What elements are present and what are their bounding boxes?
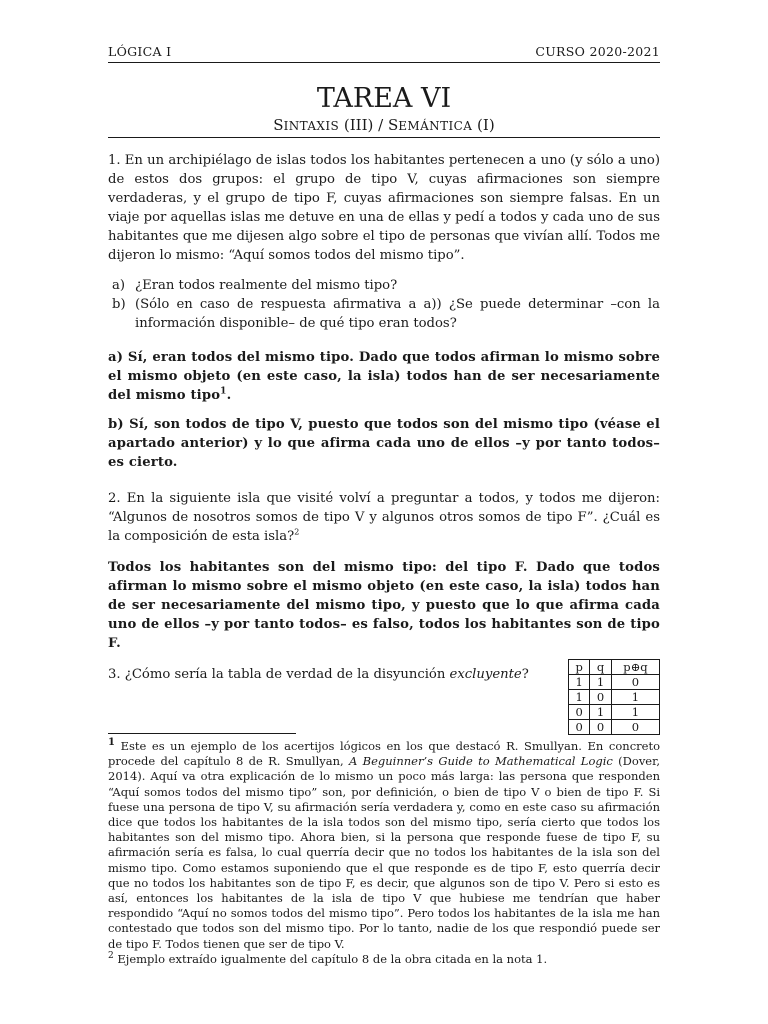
footnote-ref-1[interactable]: 1	[220, 386, 227, 397]
table-row	[569, 720, 660, 735]
question-3-end: ?	[521, 667, 529, 682]
answer-1a-text: a) Sí, eran todos del mismo tipo. Dado que todos afirman lo mismo sobre el mismo objeto (en este caso, la isla) todos han de ser necesariamente del mismo tipo	[108, 350, 660, 403]
footnote-ref-2[interactable]: 2	[294, 527, 300, 537]
footnote-1-text-rest: (Dover, 2014). Aquí va otra explicación de lo mismo un poco más larga: las persona que responden “Aquí somos todos del mismo tipo” son, por definición, o bien de tipo V o bien de tipo F. Si fuese una persona de tipo V, su afirmación sería verdadera y, como en este caso su afirmación dice que todos los habitantes de la isla todos son del mismo tipo, sería cierto que todos los habitantes son del mismo tipo. Ahora bien, si la persona que responde fuese de tipo F, su afirmación sería es falsa, lo cual querría decir que no todos los habitantes de la isla son del mismo tipo. Como estamos suponiendo que el que responde es de tipo F, esto querría decir que no todos los habitantes son de tipo F, es decir, que algunos son de tipo V. Pero si esto es así, entonces los habitantes de la isla de tipo V que hubiese me tendrían que haber respondido “Aquí no somos todos del mismo tipo”. Pero todos los habitantes de la isla me han contestado que todos son del mismo tipo. Por lo tanto, nadie de los que respondió puede ser de tipo F. Todos tienen que ser de tipo V.	[108, 754, 661, 951]
title-divider	[108, 137, 660, 138]
table-header-cell: p	[569, 660, 590, 675]
subtitle-initial-1: S	[273, 116, 284, 134]
table-cell: 1	[569, 690, 590, 705]
footnote-1	[108, 739, 660, 952]
footnote-2-marker: 2	[108, 951, 114, 962]
page-subtitle	[108, 116, 660, 135]
question-3-text: 3. ¿Cómo sería la tabla de verdad de la disyunción	[108, 667, 450, 682]
table-header-cell: q	[590, 660, 611, 675]
table-cell: 0	[569, 705, 590, 720]
question-1-subitems	[108, 276, 660, 333]
table-cell: 0	[611, 720, 659, 735]
table-cell: 1	[590, 705, 611, 720]
subtitle-num-2: (I)	[472, 116, 495, 134]
footnote-2-text: Ejemplo extraído igualmente del capítulo 8 de la obra citada en la nota 1.	[113, 951, 548, 966]
table-header-cell: p⊕q	[611, 660, 659, 675]
table-cell: 0	[569, 720, 590, 735]
list-item-marker: b)	[112, 297, 126, 312]
question-3	[108, 665, 529, 684]
table-cell: 1	[590, 675, 611, 690]
footnote-divider	[108, 733, 296, 734]
subtitle-initial-2: S	[387, 116, 399, 134]
table-cell: 1	[611, 690, 659, 705]
table-cell: 1	[611, 705, 659, 720]
footnote-1-book-title: A Beguinner’s Guide to Mathematical Logic	[349, 754, 613, 769]
list-item	[108, 295, 660, 333]
page-title: TAREA VI	[316, 83, 452, 114]
answer-1b: b) Sí, son todos de tipo V, puesto que todos son del mismo tipo (véase el apartado anterior) y lo que afirma cada uno de ellos –y por tanto todos– es cierto.	[108, 417, 660, 470]
header-course-name: LÓGICA I	[108, 44, 172, 59]
subtitle-word-1: INTAXIS	[283, 119, 340, 133]
table-cell: 0	[611, 675, 659, 690]
table-cell: 0	[590, 690, 611, 705]
table-row	[569, 675, 660, 690]
table-row	[569, 705, 660, 720]
answer-1a-end: .	[226, 388, 232, 403]
question-2-text: 2. En la siguiente isla que visité volví a preguntar a todos, y todos me dijeron: “Algunos de nosotros somos de tipo V y algunos otros somos de tipo F”. ¿Cuál es la composición de esta isla?	[108, 491, 660, 544]
list-item	[108, 276, 660, 295]
footnote-2	[108, 952, 660, 967]
footnote-1-text: Este es un ejemplo de los acertijos lógicos en los que destacó R. Smullyan. En concreto procede del capítulo 8 de R. Smullyan,	[108, 739, 660, 769]
answer-1a	[108, 348, 660, 405]
question-2	[108, 489, 660, 546]
header-divider	[108, 62, 660, 63]
table-header-row	[569, 660, 660, 675]
header-academic-year: CURSO 2020-2021	[535, 44, 660, 59]
answer-2: Todos los habitantes son del mismo tipo: del tipo F. Dado que todos afirman lo mismo sobre el mismo objeto (en este caso, la isla) todos han de ser necesariamente del mismo tipo, y puesto que lo que afirma cada uno de ellos –y por tanto todos– es falso, todos los habitantes son de tipo F.	[108, 560, 660, 651]
footnote-1-marker: 1	[108, 737, 115, 749]
table-cell: 0	[590, 720, 611, 735]
subtitle-word-2: EMÁNTICA	[398, 119, 473, 133]
list-item-text: (Sólo en caso de respuesta afirmativa a a)) ¿Se puede determinar –con la información disponible– de qué tipo eran todos?	[135, 297, 660, 331]
list-item-text: ¿Eran todos realmente del mismo tipo?	[135, 278, 398, 293]
question-1: 1. En un archipiélago de islas todos los habitantes pertenecen a uno (y sólo a uno) de estos dos grupos: el grupo de tipo V, cuyas afirmaciones son siempre verdaderas, y el grupo de tipo F, cuyas afirmaciones son siempre falsas. En un viaje por aquellas islas me detuve en una de ellas y pedí a todos y cada uno de sus habitantes que me dijesen algo sobre el tipo de personas que vivían allí. Todos me dijeron lo mismo: “Aquí somos todos del mismo tipo”.	[108, 153, 660, 263]
truth-table	[568, 659, 660, 735]
list-item-marker: a)	[112, 278, 126, 293]
footnotes	[108, 739, 660, 967]
document-body	[108, 151, 660, 745]
table-row	[569, 690, 660, 705]
running-header	[108, 44, 660, 59]
table-cell: 1	[569, 675, 590, 690]
subtitle-num-1: (III) /	[339, 116, 388, 134]
question-3-emphasis: excluyente	[449, 667, 522, 682]
